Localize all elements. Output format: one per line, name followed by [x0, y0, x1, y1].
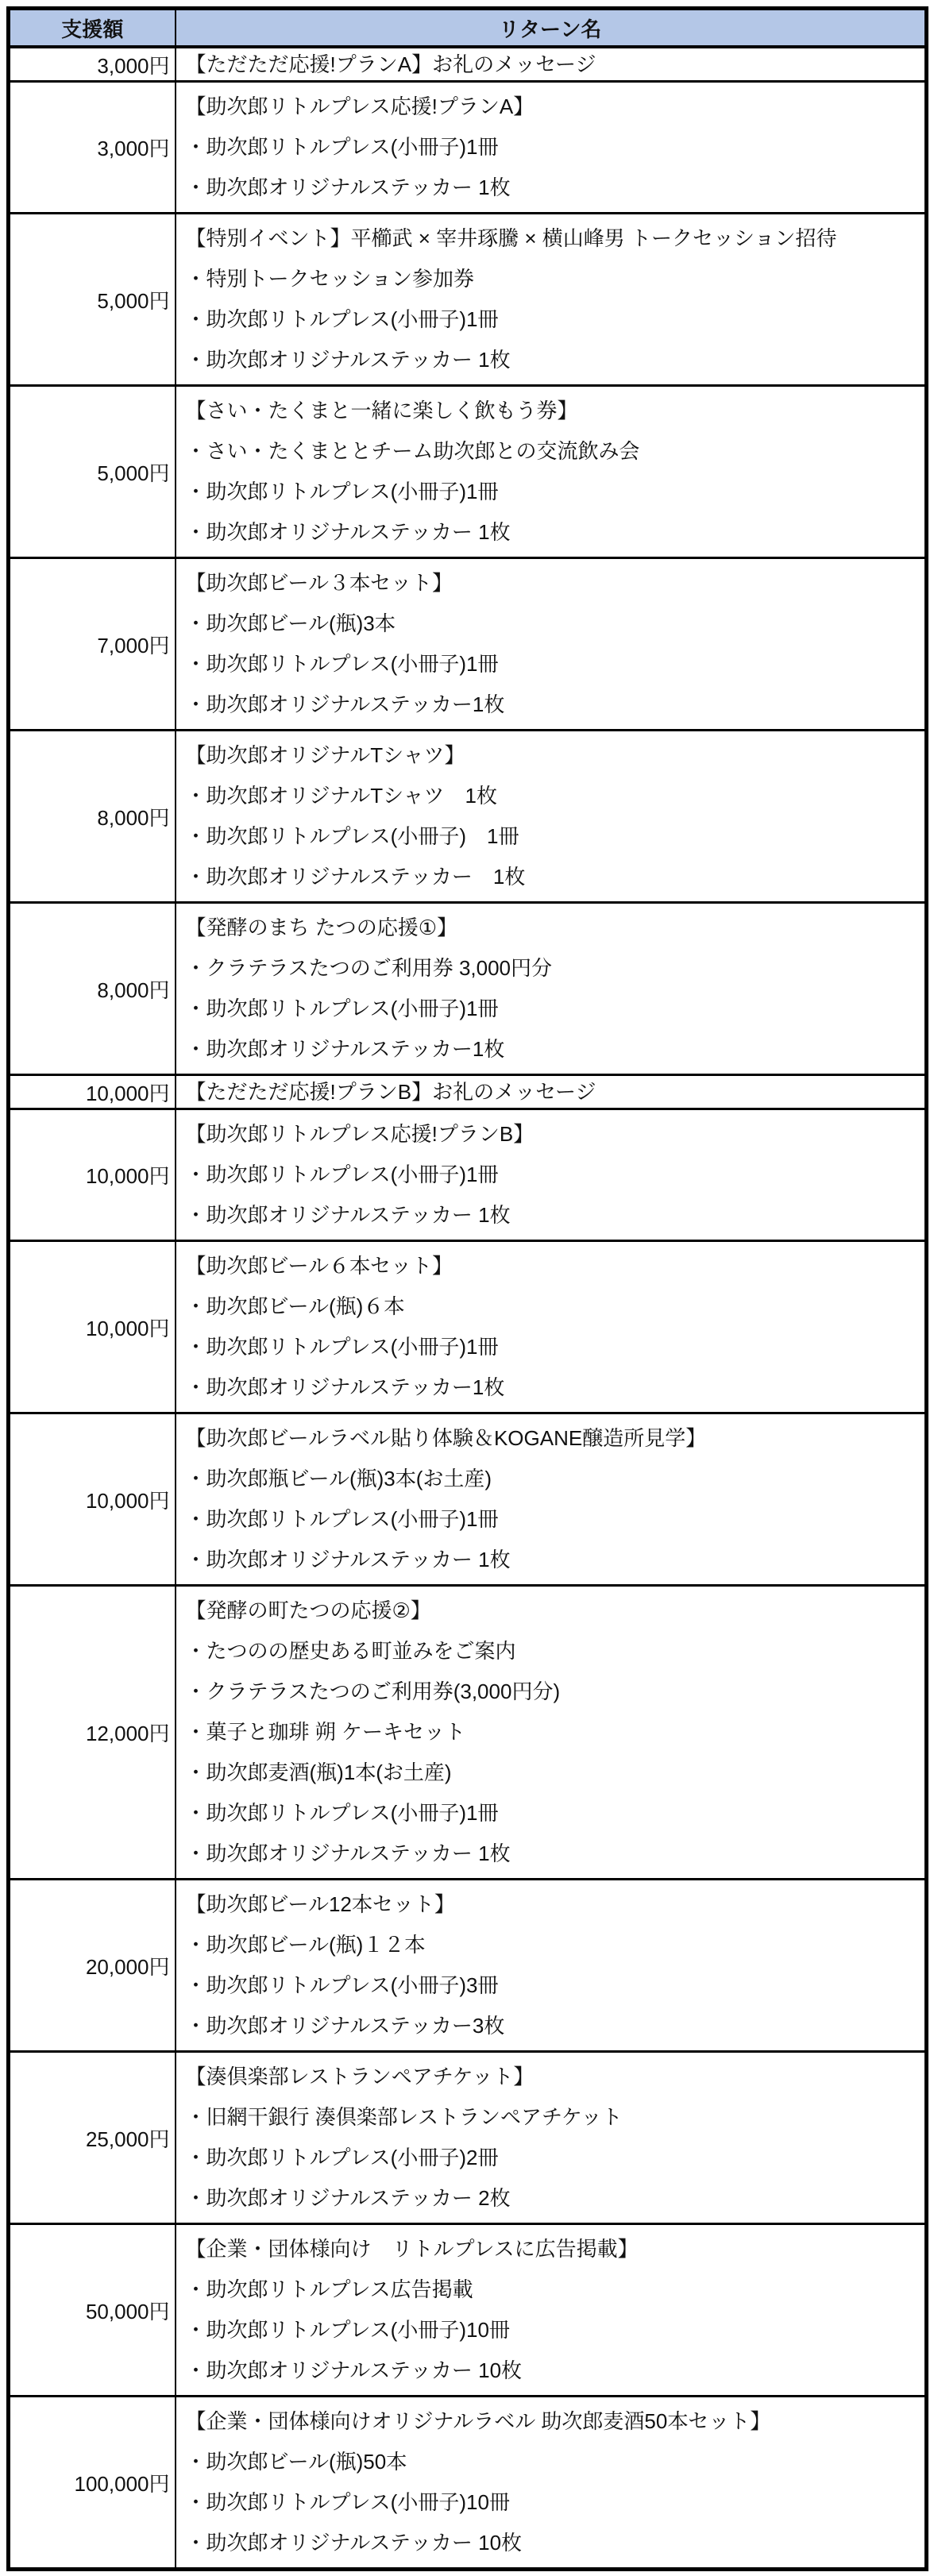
table-row	[9, 2397, 927, 2570]
support-amount-cell: 12,000円	[9, 1586, 176, 1880]
return-line: ・助次郎リトルプレス(小冊子)1冊	[185, 480, 499, 503]
return-line: ・助次郎リトルプレス(小冊子)1冊	[185, 652, 499, 676]
return-name-cell	[176, 386, 927, 558]
support-amount-cell: 20,000円	[9, 1880, 176, 2052]
return-name-cell	[176, 1241, 927, 1413]
return-line: ・助次郎オリジナルTシャツ 1枚	[185, 784, 498, 808]
return-line: ・助次郎リトルプレス(小冊子)10冊	[185, 2490, 510, 2514]
support-amount-cell: 100,000円	[9, 2397, 176, 2570]
return-line: ・たつのの歴史ある町並みをご案内	[185, 1639, 516, 1663]
return-line: ・助次郎オリジナルステッカー 10枚	[185, 2358, 523, 2382]
return-line: 【ただただ応援!プランB】お礼のメッセージ	[185, 1080, 596, 1104]
support-amount-cell: 5,000円	[9, 386, 176, 558]
return-name-cell	[176, 47, 927, 82]
header-amount: 支援額	[9, 9, 176, 48]
header-return-name: リターン名	[176, 9, 927, 48]
return-name-cell	[176, 2052, 927, 2224]
support-amount-cell: 10,000円	[9, 1241, 176, 1413]
support-amount-cell: 10,000円	[9, 1075, 176, 1109]
support-amount-cell: 8,000円	[9, 731, 176, 903]
return-line: ・助次郎オリジナルステッカー 1枚	[185, 175, 511, 199]
return-line: 【助次郎リトルプレス応援!プランB】	[185, 1122, 535, 1146]
support-amount-cell: 10,000円	[9, 1413, 176, 1586]
return-line: ・助次郎オリジナルステッカー1枚	[185, 692, 505, 716]
table-body	[9, 47, 927, 2570]
return-line: 【助次郎リトルプレス応援!プランA】	[185, 94, 535, 118]
return-line: ・助次郎リトルプレス(小冊子)1冊	[185, 307, 499, 331]
return-line: ・クラテラスたつのご利用券 3,000円分	[185, 956, 553, 980]
table-row	[9, 1880, 927, 2052]
return-name-cell	[176, 1413, 927, 1586]
table-row	[9, 2224, 927, 2397]
return-line: ・助次郎ビール(瓶)１２本	[185, 1933, 426, 1957]
return-line: ・助次郎リトルプレス(小冊子)1冊	[185, 135, 499, 159]
return-line: ・助次郎オリジナルステッカー 1枚	[185, 1548, 511, 1571]
return-name-cell	[176, 1880, 927, 2052]
return-line: ・助次郎リトルプレス(小冊子)2冊	[185, 2146, 499, 2169]
support-amount-cell: 10,000円	[9, 1109, 176, 1241]
table-row	[9, 731, 927, 903]
table-row	[9, 1241, 927, 1413]
support-amount-cell: 50,000円	[9, 2224, 176, 2397]
return-line: 【特別イベント】平櫛武 × 宰井琢騰 × 横山峰男 トークセッション招待	[185, 226, 837, 250]
support-amount-cell: 25,000円	[9, 2052, 176, 2224]
support-amount-cell: 8,000円	[9, 903, 176, 1075]
return-line: ・助次郎オリジナルステッカー 1枚	[185, 1203, 511, 1227]
return-line: ・菓子と珈琲 朔 ケーキセット	[185, 1720, 465, 1744]
rewards-table	[6, 6, 928, 2571]
table-row	[9, 1413, 927, 1586]
return-name-cell	[176, 558, 927, 731]
return-line: ・助次郎オリジナルステッカー 1枚	[185, 865, 526, 889]
table-row	[9, 386, 927, 558]
return-line: 【湊倶楽部レストランペアチケット】	[185, 2065, 535, 2088]
return-line: ・助次郎リトルプレス(小冊子)1冊	[185, 1163, 499, 1186]
return-name-cell	[176, 903, 927, 1075]
support-amount-cell: 3,000円	[9, 47, 176, 82]
return-line: ・特別トークセッション参加券	[185, 267, 474, 291]
return-line: ・助次郎オリジナルステッカー1枚	[185, 1037, 505, 1061]
return-line: ・クラテラスたつのご利用券(3,000円分)	[185, 1679, 561, 1703]
return-line: ・助次郎オリジナルステッカー 10枚	[185, 2531, 523, 2555]
support-amount-cell: 3,000円	[9, 82, 176, 214]
return-line: ・助次郎オリジナルステッカー 2枚	[185, 2186, 511, 2210]
table-row	[9, 47, 927, 82]
table-header	[9, 9, 927, 48]
table-row	[9, 558, 927, 731]
return-line: ・旧網干銀行 湊倶楽部レストランペアチケット	[185, 2105, 623, 2129]
return-line: ・助次郎オリジナルステッカー 1枚	[185, 1841, 511, 1865]
table-row	[9, 82, 927, 214]
table-row	[9, 214, 927, 386]
support-amount-cell: 7,000円	[9, 558, 176, 731]
return-line: ・さい・たくまととチーム助次郎との交流飲み会	[185, 439, 640, 463]
return-line: 【助次郎ビール12本セット】	[185, 1892, 455, 1916]
header-row	[9, 9, 927, 48]
return-line: ・助次郎オリジナルステッカー 1枚	[185, 520, 511, 544]
return-line: ・助次郎リトルプレス(小冊子)1冊	[185, 1335, 499, 1359]
return-line: ・助次郎ビール(瓶)3本	[185, 611, 396, 635]
return-line: ・助次郎麦酒(瓶)1本(お土産)	[185, 1760, 452, 1784]
return-line: ・助次郎リトルプレス(小冊子)1冊	[185, 1507, 499, 1531]
return-line: 【発酵の町たつの応援②】	[185, 1598, 431, 1622]
table-row	[9, 1109, 927, 1241]
return-line: 【ただただ応援!プランA】お礼のメッセージ	[185, 52, 596, 76]
return-name-cell	[176, 82, 927, 214]
return-line: ・助次郎リトルプレス(小冊子)1冊	[185, 1801, 499, 1825]
return-line: ・助次郎リトルプレス(小冊子)3冊	[185, 1973, 499, 1997]
return-name-cell	[176, 1586, 927, 1880]
return-name-cell	[176, 2397, 927, 2570]
return-line: ・助次郎オリジナルステッカー 1枚	[185, 348, 511, 372]
return-line: ・助次郎オリジナルステッカー1枚	[185, 1375, 505, 1399]
return-line: ・助次郎瓶ビール(瓶)3本(お土産)	[185, 1467, 492, 1490]
return-line: ・助次郎リトルプレス広告掲載	[185, 2277, 473, 2301]
return-line: 【発酵のまち たつの応援①】	[185, 916, 458, 939]
return-line: ・助次郎リトルプレス(小冊子) 1冊	[185, 824, 519, 848]
return-name-cell	[176, 214, 927, 386]
table-row	[9, 2052, 927, 2224]
return-line: 【助次郎ビールラベル貼り体験＆KOGANE醸造所見学】	[185, 1426, 707, 1450]
return-line: 【助次郎オリジナルTシャツ】	[185, 743, 465, 767]
return-line: ・助次郎リトルプレス(小冊子)10冊	[185, 2318, 510, 2342]
return-line: 【助次郎ビール３本セット】	[185, 571, 453, 595]
support-amount-cell: 5,000円	[9, 214, 176, 386]
return-line: ・助次郎オリジナルステッカー3枚	[185, 2014, 505, 2038]
return-line: ・助次郎ビール(瓶)６本	[185, 1294, 405, 1318]
return-line: 【さい・たくまと一緒に楽しく飲もう券】	[185, 399, 578, 422]
return-line: 【企業・団体様向け リトルプレスに広告掲載】	[185, 2237, 639, 2261]
return-name-cell	[176, 1109, 927, 1241]
return-name-cell	[176, 2224, 927, 2397]
table-row	[9, 1586, 927, 1880]
table-row	[9, 1075, 927, 1109]
return-line: ・助次郎ビール(瓶)50本	[185, 2450, 407, 2474]
return-line: 【助次郎ビール６本セット】	[185, 1254, 453, 1278]
return-name-cell	[176, 731, 927, 903]
return-line: ・助次郎リトルプレス(小冊子)1冊	[185, 997, 499, 1020]
table-row	[9, 903, 927, 1075]
return-name-cell	[176, 1075, 927, 1109]
return-line: 【企業・団体様向けオリジナルラベル 助次郎麦酒50本セット】	[185, 2409, 771, 2433]
